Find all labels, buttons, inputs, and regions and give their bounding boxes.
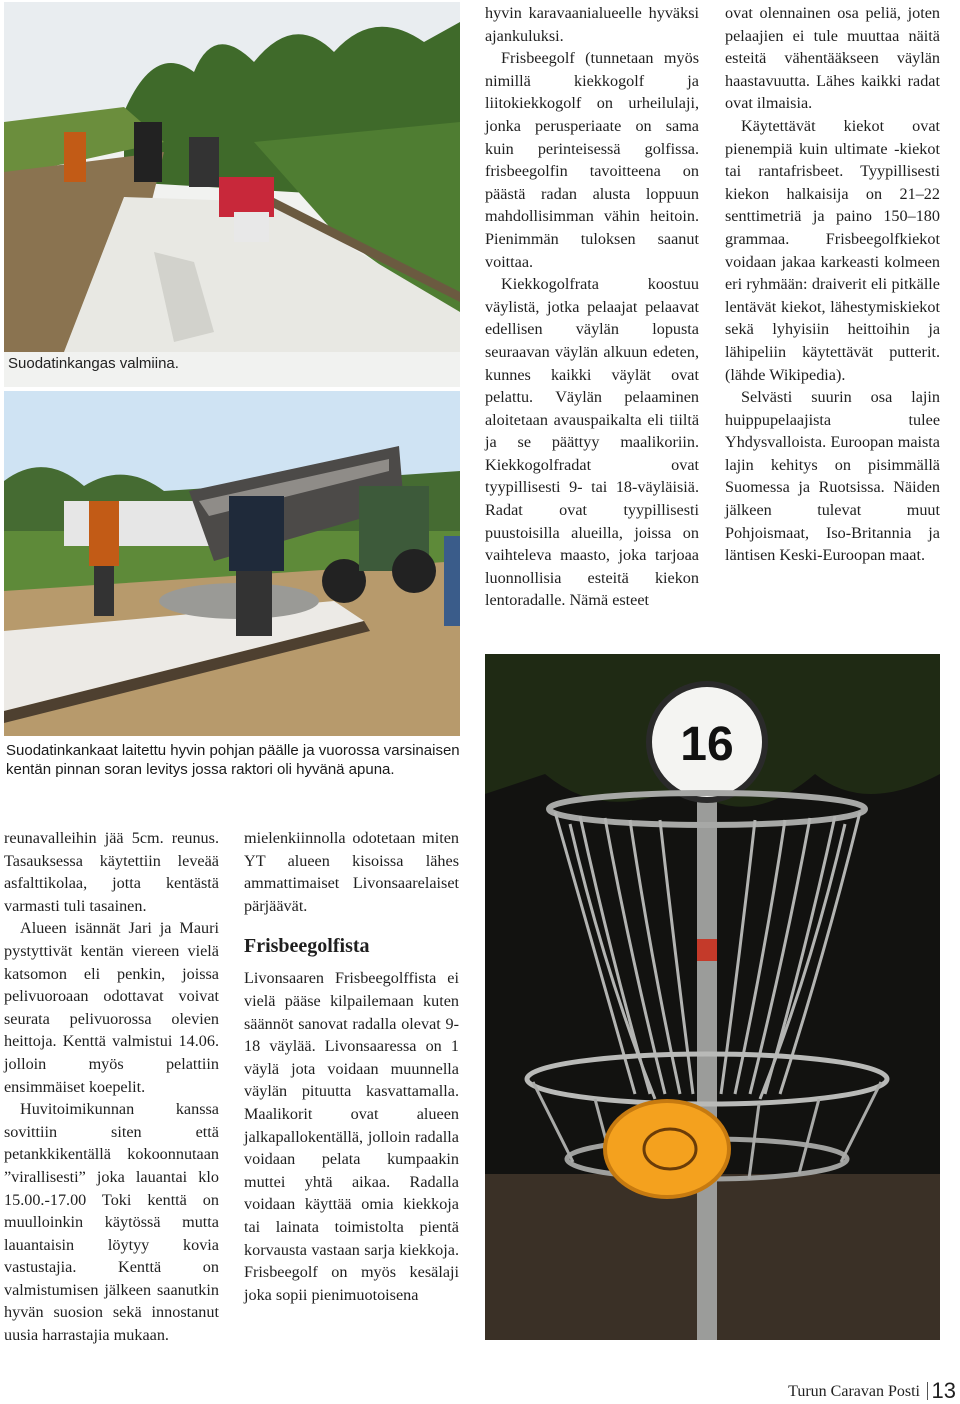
basket-number: 16: [680, 718, 734, 771]
text-column-2: [244, 827, 459, 1306]
column4-paragraph-1: ovat olennainen osa peliä, joten pelaajien ei tule muuttaa näitä esteitä vähentääkseen väylän haastavuutta. Lähes kaikki radat ovat ilmaisia.: [725, 4, 940, 113]
photo-filter-fabric-image: [4, 2, 460, 387]
text-column-4: [725, 2, 940, 567]
column3-paragraph-1: hyvin karavaanialueelle hyväksi ajankuluksi.: [485, 4, 699, 45]
text-column-1: [4, 827, 219, 1347]
photo-caption-top: Suodatinkangas valmiina.: [8, 355, 179, 372]
column4-paragraph-2: Käytettävät kiekot ovat pienempiä kuin ultimate -kiekot tai rantafrisbeet. Tyypillisesti kiekon halkaisija on 21–22 senttimetriä ja paino 150–180 grammaa. Frisbeegolfkiekot voidaan jakaa karkeasti kolmeen eri ryhmään: draiverit eli pitkälle lentävät kiekot, lähestymiskiekot sekä lyhyisiin heittoihin ja lähipeliin käytettävät putterit. (lähde Wikipedia).: [725, 116, 940, 384]
column1-paragraph-2: Alueen isännät Jari ja Mauri pystyttivät kentän viereen vielä katsomon eli penkin, joissa pelivuoroaan odottavat voivat seurata pelivuorossa olevien heittoja. Kenttä valmistui 14.06. jolloin myös pelattiin ensimmäiset koepelit.: [4, 919, 219, 1096]
section-heading-frisbeegolfista: Frisbeegolfista: [244, 935, 370, 958]
column1-paragraph-1: reunavalleihin jää 5cm. reunus. Tasauksessa käytettiin leveää asfalttikolaa, jotta kentästä varmasti tuli tasainen.: [4, 829, 219, 915]
page-footer: [640, 1380, 960, 1404]
photo-disc-golf-basket: [485, 654, 940, 1340]
text-column-3: [485, 2, 699, 612]
publication-name: Turun Caravan Posti: [788, 1383, 920, 1400]
footer-divider: [927, 1382, 928, 1400]
photo-caption-middle: Suodatinkankaat laitettu hyvin pohjan päälle ja vuorossa varsinaisen kentän pinnan soran levitys jossa raktori oli hyvänä apuna.: [6, 742, 460, 778]
photo-gravel-spreading-image: [4, 391, 460, 736]
column3-paragraph-2: Frisbeegolf (tunnetaan myös nimillä kiekkogolf ja liitokiekkogolf on urheilulaji, jonka perusperiaate on sama kuin perinteisessä golfissa. frisbeegolfin tavoitteena on päästä radan alusta loppuun mahdollisimman vähin heitoin. Pienimmän tuloksen saanut voittaa.: [485, 49, 699, 271]
column2-intro: mielenkiinnolla odotetaan miten YT alueen kisoissa lähes ammattimaiset Livonsaarelaiset pärjäävät.: [244, 829, 459, 915]
column4-paragraph-3: Selvästi suurin osa lajin huippupelaajista tulee Yhdysvalloista. Euroopan maista lajin kehitys on pisimmällä Suomessa ja Ruotsissa. Näiden jälkeen tulevat muut Pohjoismaat, Iso-Britannia ja läntisen Keski-Euroopan maat.: [725, 388, 940, 565]
photo-gravel-spreading: [4, 391, 460, 736]
column2-body: Livonsaaren Frisbeegolffista ei vielä pääse kilpailemaan kuten säännöt sanovat radalla olevat 9-18 väylää. Livonsaaressa on 1 väylä jota voidaan muunnella väylän pituutta kasvattamalla. Maalikorit ovat alueen jalkapallokentällä, jolloin radalla voidaan pelata kumpaakin muttei yhtä aikaa. Radalla voidaan käyttää omia kiekkoja tai lainata toimistolta pientä korvausta vastaan sarja kiekkoja. Frisbeegolf on myös kesälaji joka sopii pienimuotoisena: [244, 969, 459, 1304]
column1-paragraph-3: Huvitoimikunnan kanssa sovittiin siten että petankkikentällä kokoonnutaan ”virallisesti” joka lauantai klo 15.00.-17.00 Toki kenttä on muulloinkin käytössä mutta lauantaisin löytyy kovia vastustajia. Kenttä on valmistumisen jälkeen saanutkin hyvän suosion sekä innostanut uusia harrastajia mukaan.: [4, 1100, 219, 1345]
column3-paragraph-3: Kiekkogolfrata koostuu väylistä, jotka pelaajat pelaavat edellisen väylän lopusta seuraavan väylän alkuun edeten, kunnes kaikki väylät ovat pelattu. Väylän pelaaminen aloitetaan avauspaikalta eli tiiltä ja se päättyy maalikoriin. Kiekkogolfradat ovat tyypillisesti 9- tai 18-väyläisiä. Radat ovat tyypillisesti puustoisilla alueilla, joissa on vaihteleva maasto, joka tarjoaa luonnollisia esteitä kiekon lentoradalle. Nämä esteet: [485, 275, 699, 610]
photo-disc-golf-basket-image: [485, 654, 940, 1340]
page-number: 13: [931, 1378, 956, 1403]
photo-filter-fabric: [4, 2, 460, 387]
